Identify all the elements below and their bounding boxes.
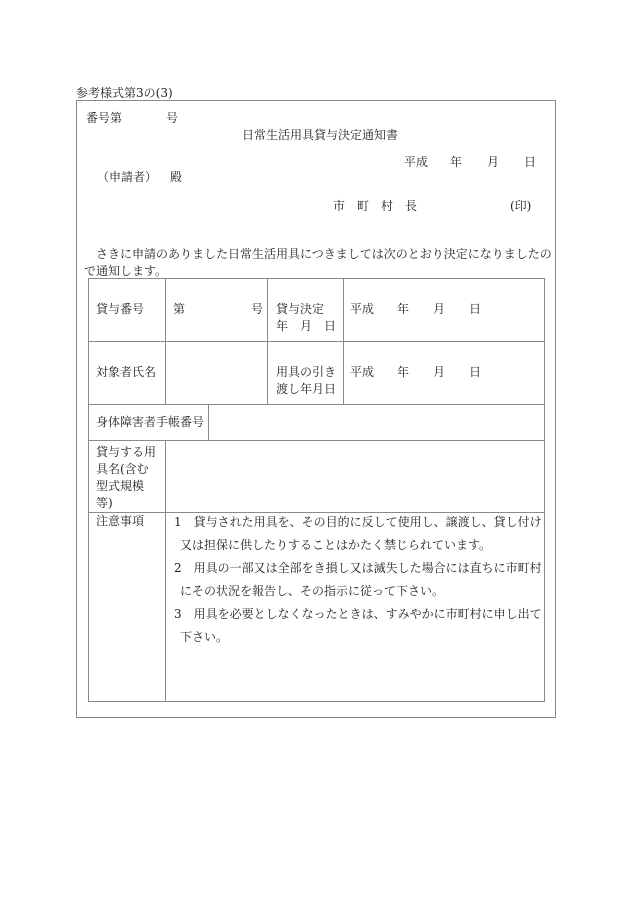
note-text: 用具の一部又は全部をき損し又は滅失した場合には直ちに市町村 <box>193 561 542 575</box>
number-prefix: 番号第 <box>86 111 123 125</box>
recipient-name-field[interactable] <box>166 342 266 403</box>
note-number: 1 <box>174 515 182 529</box>
handover-date-label-1: 用具の引き <box>276 365 337 379</box>
loan-number-label: 貸与番号 <box>96 302 145 316</box>
date-year: 年 <box>397 365 410 379</box>
date-month: 月 <box>433 365 446 379</box>
date-year: 年 <box>397 302 410 316</box>
col-divider <box>343 278 344 404</box>
item-name-label-line-2: 具名(含む <box>96 462 149 476</box>
seal-mark: (印) <box>510 199 532 213</box>
note-item <box>174 557 542 580</box>
notes-label: 注意事項 <box>96 514 145 528</box>
note-item <box>174 511 542 534</box>
item-name-label-line-1: 貸与する用 <box>96 445 157 459</box>
col-divider <box>267 278 268 404</box>
note-text: 貸与された用具を、その目的に反して使用し、譲渡し、貸し付け <box>193 515 542 529</box>
date-era: 平成 <box>350 302 375 316</box>
row-divider <box>88 341 545 342</box>
date-month: 月 <box>433 302 446 316</box>
note-number: 3 <box>174 607 182 621</box>
date-year: 年 <box>450 155 463 169</box>
applicant-label: （申請者） <box>97 170 158 184</box>
document-title: 日常生活用具貸与決定通知書 <box>242 128 399 142</box>
date-era: 平成 <box>350 365 375 379</box>
note-continuation: 又は担保に供したりすることはかたく禁じられています。 <box>180 538 492 552</box>
date-day: 日 <box>469 365 482 379</box>
form-reference: 参考様式第3の(3) <box>76 86 173 100</box>
mayor-title: 市 町 村 長 <box>333 199 418 213</box>
note-item <box>174 603 542 626</box>
item-name-field[interactable] <box>166 441 544 512</box>
decision-date-label-2: 年 月 日 <box>276 319 337 333</box>
date-day: 日 <box>524 155 537 169</box>
date-era: 平成 <box>404 155 429 169</box>
intro-line-1: さきに申請のありました日常生活用具につきましては次のとおり決定になりましたの <box>96 247 552 261</box>
item-name-label-line-3: 型式規模 <box>96 479 145 493</box>
disability-certificate-field[interactable] <box>209 405 544 440</box>
loan-number-prefix: 第 <box>173 302 186 316</box>
honorific: 殿 <box>170 170 183 184</box>
loan-number-suffix: 号 <box>251 302 264 316</box>
number-suffix: 号 <box>166 111 179 125</box>
intro-line-2: で通知します。 <box>84 264 168 278</box>
note-continuation: にその状況を報告し、その指示に従って下さい。 <box>180 584 445 598</box>
disability-certificate-label: 身体障害者手帳番号 <box>96 415 205 429</box>
decision-date-label-1: 貸与決定 <box>276 302 325 316</box>
note-number: 2 <box>174 561 182 575</box>
note-text: 用具を必要としなくなったときは、すみやかに市町村に申し出て <box>193 607 542 621</box>
date-month: 月 <box>487 155 500 169</box>
note-continuation: 下さい。 <box>180 630 229 644</box>
recipient-name-label: 対象者氏名 <box>96 365 157 379</box>
handover-date-label-2: 渡し年月日 <box>276 382 337 396</box>
date-day: 日 <box>469 302 482 316</box>
item-name-label-line-4: 等) <box>96 496 113 510</box>
